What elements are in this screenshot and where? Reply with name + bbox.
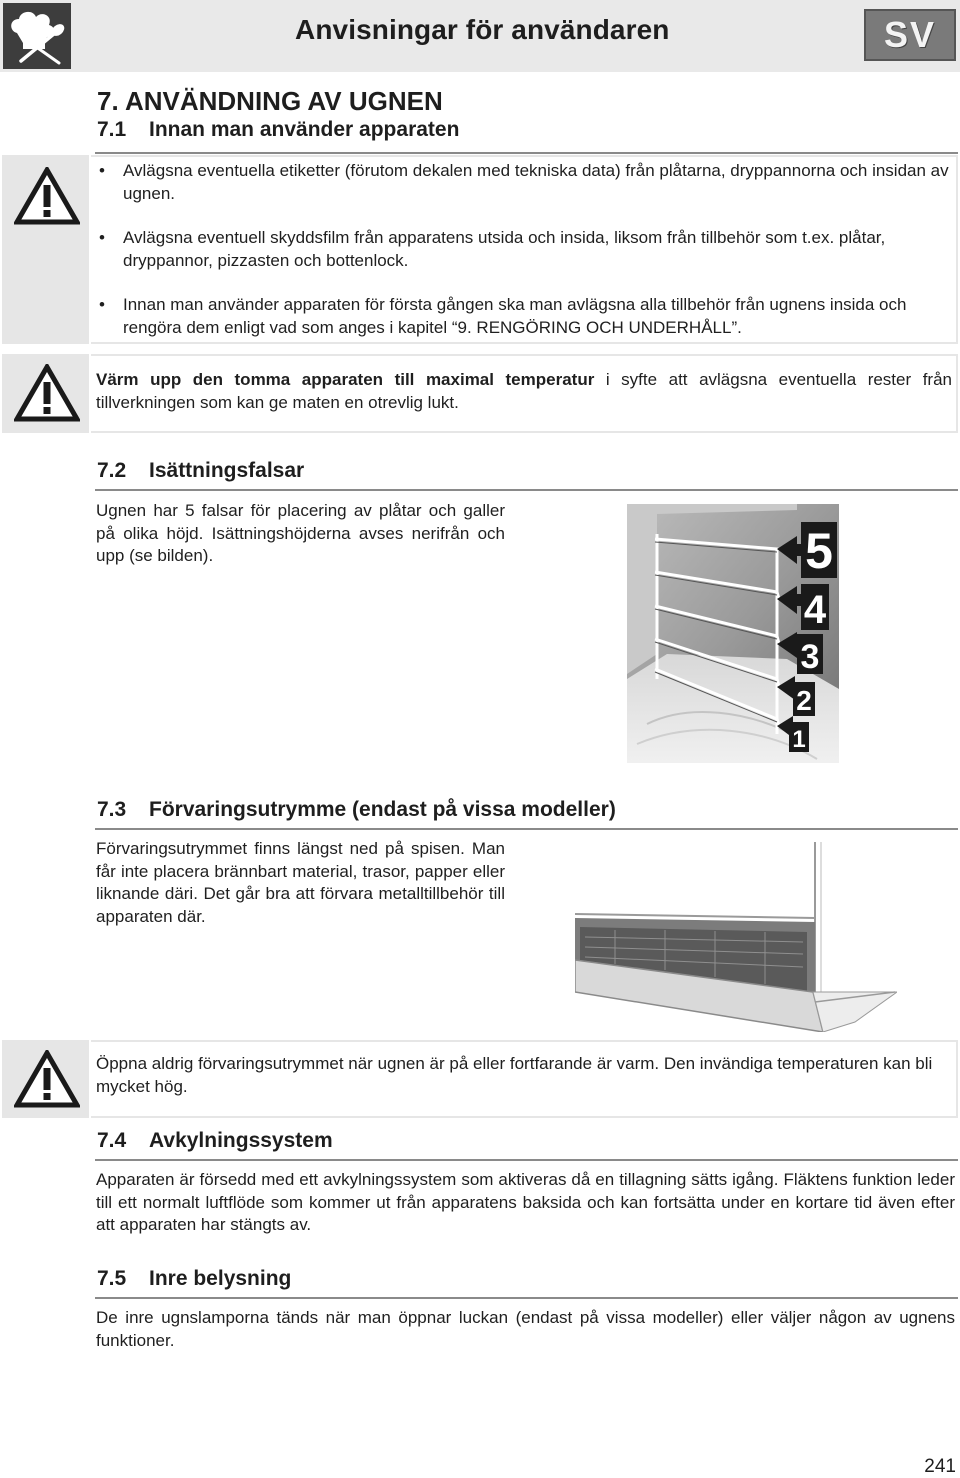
section-number: 7.3 [97,798,127,821]
chapter-title: 7. ANVÄNDNING AV UGNEN [97,86,443,116]
section-7-3-body: Förvaringsutrymmet finns längst ned på spisen. Man får inte placera brännbart material, trasor, papper eller liknande däri. Det går bra att förvara metalltillbehör till apparaten där. [96,839,505,926]
section-7-3-heading [97,798,616,822]
level-label: 2 [796,685,812,716]
section-7-2-heading [97,459,304,483]
section-title: Innan man använder apparaten [149,118,460,141]
section-rule [95,828,958,830]
level-label: 4 [803,588,827,632]
section-7-4-heading [97,1129,333,1153]
section-rule [95,152,958,154]
section-number: 7.4 [97,1129,127,1152]
section-number: 7.2 [97,459,127,482]
page-header [0,0,960,72]
section-title: Inre belysning [149,1267,292,1290]
list-item: • Innan man använder apparaten för första gången ska man avlägsna alla tillbehör från ugnens insida och rengöra dem enligt vad som anges i kapitel “9. RENGÖRING OCH UNDERHÅLL”. [97,294,955,339]
section-title: Avkylningssystem [149,1129,333,1152]
section-rule [95,1297,958,1299]
warning-triangle-icon [14,1050,80,1108]
warning-text: i syfte att avlägsna eventuella rester från tillverkningen som kan ge maten en otrevlig lukt. [96,370,952,412]
section-7-5-heading [97,1267,291,1291]
section-7-1-heading [97,118,459,142]
section-title: Förvaringsutrymme (endast på vissa modeller) [149,798,616,821]
section-number: 7.5 [97,1267,127,1290]
storage-drawer-image [575,842,897,1032]
level-label: 1 [792,726,806,753]
warning-icon-panel [2,1040,89,1118]
section-rule [95,489,958,491]
list-item: • Avlägsna eventuella etiketter (förutom dekalen med tekniska data) från plåtarna, dryppannorna och insidan av ugnen. [97,160,955,205]
section-7-4-body: Apparaten är försedd med ett avkylningssystem som aktiveras då en tillagning sätts igång. Fläktens funktion leder till ett normalt luftflöde som kommer ut från apparatens baksida och kan fortsätta under en kortare tid även efter att apparaten har stängts av. [96,1170,955,1234]
list-item: • Avlägsna eventuell skyddsfilm från apparatens utsida och insida, liksom från tillbehör som t.ex. plåtar, dryppannor, pizzasten och bottenlock. [97,227,955,272]
storage-warning: Öppna aldrig förvaringsutrymmet när ugnen är på eller fortfarande är varm. Den invändiga temperaturen kan bli mycket hög. [96,1054,933,1096]
brand-logo [3,3,71,69]
section-7-5-body: De inre ugnslamporna tänds när man öppnar luckan (endast på vissa modeller) eller väljer någon av ugnens funktioner. [96,1308,955,1350]
oven-shelf-levels-illustration [627,504,839,763]
section-number: 7.1 [97,118,127,141]
oven-interior-image [627,504,839,763]
preparation-list [97,160,955,361]
section-rule [95,1159,958,1161]
language-badge: SV [864,9,956,61]
warning-icon-panel [2,155,89,344]
chef-utensils-icon [3,3,71,69]
section-title: Isättningsfalsar [149,459,305,482]
level-label: 5 [805,523,833,579]
section-7-2-body: Ugnen har 5 falsar för placering av plåtar och galler på olika höjd. Isättningshöjderna avses nerifrån och upp (se bilden). [96,501,505,565]
warning-emphasis: Värm upp den tomma apparaten till maximal temperatur [96,370,595,389]
warning-icon-panel [2,354,89,433]
storage-compartment-illustration [575,842,897,1032]
page-number: 241 [924,1456,956,1477]
warning-triangle-icon [14,364,80,422]
warning-triangle-icon [14,167,80,225]
header-title: Anvisningar för användaren [295,14,670,45]
preheat-warning [96,369,952,414]
level-label: 3 [800,638,820,676]
